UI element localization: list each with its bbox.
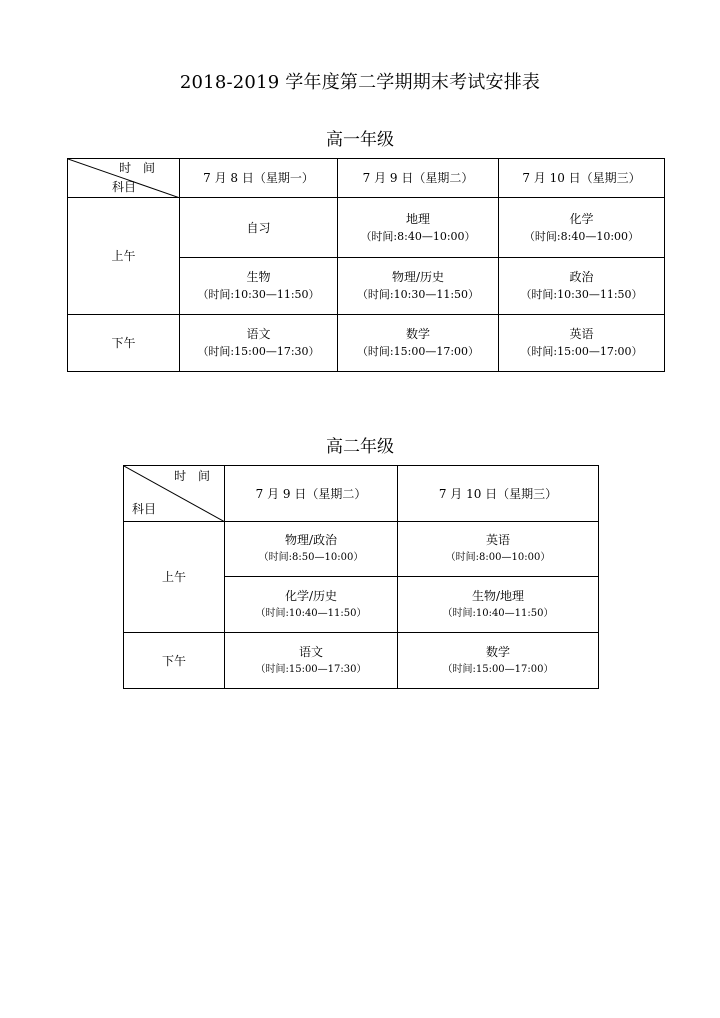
exam-time: （时间:15:00—17:00） [356, 345, 480, 358]
exam-time: （时间:15:00—17:30） [255, 663, 367, 675]
exam-time: （时间:10:30—11:50） [197, 288, 320, 301]
grade2-exam-table [123, 465, 599, 689]
date-header: 7 月 10 日（星期三） [499, 159, 665, 198]
afternoon-label: 下午 [124, 633, 225, 689]
exam-subject: 生物/地理 [471, 588, 525, 603]
exam-cell [499, 198, 665, 258]
exam-time: （时间:8:40—10:00） [360, 229, 476, 243]
exam-cell [225, 522, 398, 577]
date-header: 7 月 9 日（星期二） [225, 466, 398, 522]
exam-time: （时间:15:00—17:00） [442, 663, 554, 675]
header-subject-label: 科目 [132, 502, 157, 516]
grade2-afternoon-row [124, 633, 599, 689]
exam-subject: 化学 [569, 211, 594, 226]
header-time-label: 时 间 [119, 161, 159, 175]
morning-label: 上午 [68, 198, 180, 315]
grade1-header-corner [68, 159, 180, 198]
exam-cell [499, 315, 665, 372]
exam-subject: 生物 [246, 270, 271, 284]
exam-cell [180, 198, 338, 258]
exam-subject: 自习 [246, 220, 271, 235]
exam-time: （时间:15:00—17:30） [197, 345, 320, 358]
exam-time: （时间:10:40—11:50） [442, 607, 554, 619]
grade1-title: 高一年级 [326, 130, 394, 150]
exam-cell [338, 258, 499, 315]
grade2-header-corner [124, 466, 225, 522]
morning-label: 上午 [124, 522, 225, 633]
grade1-header-row [68, 159, 665, 198]
header-time-label: 时 间 [174, 469, 214, 483]
date-header: 7 月 10 日（星期三） [398, 466, 599, 522]
exam-cell [398, 577, 599, 633]
exam-cell [180, 258, 338, 315]
exam-subject: 地理 [405, 211, 430, 226]
date-header: 7 月 8 日（星期一） [180, 159, 338, 198]
exam-cell [225, 577, 398, 633]
exam-subject: 语文 [246, 327, 271, 341]
exam-cell [398, 522, 599, 577]
exam-time: （时间:8:40—10:00） [523, 229, 640, 243]
afternoon-label: 下午 [68, 315, 180, 372]
document-title: 2018-2019 学年度第二学期期末考试安排表 [179, 72, 541, 93]
exam-subject: 物理/历史 [391, 270, 445, 284]
grade1-exam-table [67, 158, 665, 372]
exam-cell [338, 198, 499, 258]
grade2-morning-row-1 [124, 522, 599, 577]
exam-subject: 语文 [298, 644, 323, 659]
exam-cell [225, 633, 398, 689]
exam-subject: 数学 [485, 644, 510, 659]
exam-subject: 物理/政治 [284, 533, 338, 547]
header-subject-label: 科目 [112, 180, 137, 194]
exam-cell [398, 633, 599, 689]
exam-time: （时间:15:00—17:00） [520, 345, 643, 358]
exam-subject: 政治 [569, 270, 594, 284]
exam-cell [338, 315, 499, 372]
date-header: 7 月 9 日（星期二） [338, 159, 499, 198]
exam-subject: 数学 [405, 327, 430, 341]
grade1-morning-row-1 [68, 198, 665, 258]
exam-cell [499, 258, 665, 315]
exam-time: （时间:8:50—10:00） [258, 552, 364, 563]
exam-subject: 英语 [485, 533, 510, 547]
grade1-afternoon-row [68, 315, 665, 372]
exam-cell [180, 315, 338, 372]
grade2-header-row [124, 466, 599, 522]
grade2-title: 高二年级 [326, 437, 394, 457]
exam-time: （时间:10:30—11:50） [356, 288, 480, 301]
exam-subject: 英语 [569, 327, 594, 341]
exam-time: （时间:10:40—11:50） [255, 607, 367, 619]
exam-time: （时间:8:00—10:00） [445, 552, 551, 563]
exam-time: （时间:10:30—11:50） [520, 288, 643, 301]
exam-subject: 化学/历史 [284, 588, 338, 603]
